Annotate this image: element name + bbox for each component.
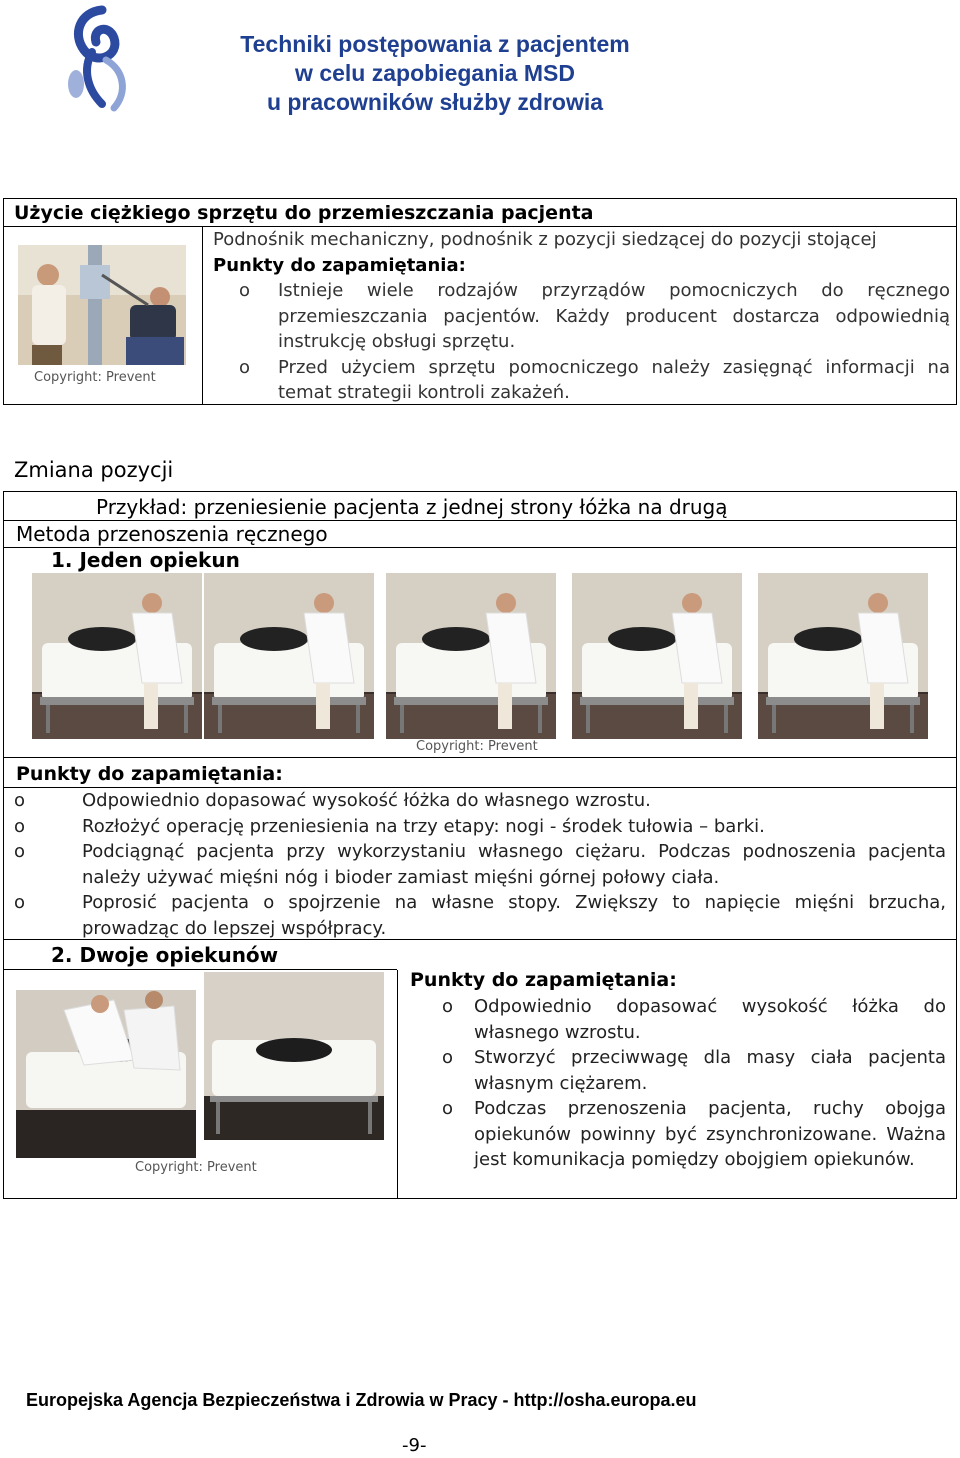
- transfer-photo-2: [204, 573, 374, 739]
- two-carers-photo-cell: [4, 970, 398, 1198]
- transfer-photo-1: [32, 573, 202, 739]
- one-carer-bullet-1-text: Odpowiednio dopasować wysokość łóżka do własnego wzrostu.: [82, 790, 651, 811]
- header-title-line-1: Techniki postępowania z pacjentem: [240, 31, 630, 57]
- one-carer-heading: 1. Jeden opiekun: [51, 548, 240, 572]
- one-carer-bullet-3-text: Podciągnąć pacjenta przy wykorzystaniu własnego ciężaru. Podczas podnoszenia pacjenta należy używać mięśni nóg i bioder zamiast mięśni górnej połowy ciała.: [82, 841, 946, 888]
- bullet-marker: o: [14, 841, 26, 862]
- one-carer-bullet-1: [4, 788, 956, 814]
- one-carer-bullet-3: [4, 839, 956, 890]
- two-carers-copyright: Copyright: Prevent: [135, 1160, 257, 1175]
- bullet-marker: o: [14, 815, 26, 837]
- two-carers-points-label: Punkty do zapamiętania:: [410, 969, 677, 991]
- bullet-marker: o: [239, 280, 251, 301]
- method-line: Metoda przenoszenia ręcznego: [4, 520, 956, 548]
- one-carer-points: [3, 757, 957, 939]
- one-carer-points-list: [4, 787, 956, 941]
- equipment-bullet-2: [203, 355, 956, 406]
- equipment-text-cell: [203, 227, 956, 406]
- page-number: -9-: [402, 1435, 427, 1456]
- two-carers-bullet-1-text: Odpowiednio dopasować wysokość łóżka do własnego wzrostu.: [474, 996, 946, 1043]
- bullet-marker: o: [442, 996, 454, 1017]
- two-carers-heading: 2. Dwoje opiekunów: [4, 940, 397, 970]
- one-carer-bullet-4: [4, 890, 956, 941]
- equipment-table: [3, 198, 957, 405]
- patient-lift-photo: [18, 245, 186, 365]
- transfer-photo-5: [758, 573, 928, 739]
- two-carers-bullet-3: [398, 1096, 956, 1173]
- one-carer-bullet-2-text: Rozłożyć operację przeniesienia na trzy etapy: nogi - środek tułowia – barki.: [82, 815, 765, 837]
- header-title-line-2: w celu zapobiegania MSD: [295, 60, 575, 86]
- equipment-photo-cell: [4, 227, 203, 404]
- equipment-bullet-1-text: Istnieje wiele rodzajów przyrządów pomocniczych do ręcznego przemieszczania pacjentów. Każdy producent dostarcza odpowiednią instrukcję obsługi sprzętu.: [278, 280, 950, 352]
- bullet-marker: o: [14, 790, 26, 811]
- transfer-photos: [4, 573, 956, 757]
- repositioning-title: Zmiana pozycji: [14, 458, 174, 482]
- transfer-photo-3: [386, 573, 556, 739]
- equipment-copyright: Copyright: Prevent: [34, 370, 156, 385]
- two-carers-bullet-2-text: Stworzyć przeciwwagę dla masy ciała pacjenta własnym ciężarem.: [474, 1047, 946, 1094]
- one-carer-bullet-4-text: Poprosić pacjenta o spojrzenie na własne stopy. Zwiększy to napięcie mięśni brzucha, prowadząc do lepszej współpracy.: [82, 892, 946, 939]
- two-carers-bullet-3-text: Podczas przenoszenia pacjenta, ruchy obojga opiekunów powinny być zsynchronizowane. Ważna jest komunikacja pomiędzy obojgiem opiekunów.: [474, 1098, 946, 1170]
- equipment-heading: Użycie ciężkiego sprzętu do przemieszczania pacjenta: [4, 199, 956, 227]
- agency-logo: [62, 4, 142, 116]
- two-carers-text-cell: [398, 940, 956, 1173]
- footer-agency: Europejska Agencja Bezpieczeństwa i Zdrowia w Pracy - http://osha.europa.eu: [26, 1390, 697, 1410]
- one-carer-bullet-2: [4, 814, 956, 840]
- two-carers-bullet-1: [398, 994, 956, 1045]
- bullet-marker: o: [14, 892, 26, 913]
- two-carers-photo-1: [16, 990, 196, 1158]
- two-carers-bullet-2: [398, 1045, 956, 1096]
- repositioning-header-box: [3, 491, 957, 573]
- header-title: [150, 30, 720, 117]
- one-carer-points-label: Punkty do zapamiętania:: [16, 763, 283, 785]
- bullet-marker: o: [442, 1098, 454, 1119]
- equipment-points-label: Punkty do zapamiętania:: [213, 254, 466, 276]
- equipment-bullet-1: [203, 278, 956, 355]
- header-title-line-3: u pracowników służby zdrowia: [266, 89, 604, 115]
- equipment-device: Podnośnik mechaniczny, podnośnik z pozycji siedzącej do pozycji stojącej: [213, 229, 877, 250]
- transfer-photo-4: [572, 573, 742, 739]
- transfer-photo-strip: [3, 573, 957, 757]
- bullet-marker: o: [442, 1047, 454, 1068]
- two-carers-photos: [4, 970, 397, 1160]
- example-line: Przykład: przeniesienie pacjenta z jednej strony łóżka na drugą: [96, 495, 728, 519]
- bullet-marker: o: [239, 356, 251, 378]
- strip-copyright: Copyright: Prevent: [416, 739, 538, 754]
- two-carers-table: [3, 939, 957, 1199]
- equipment-bullet-2-text: Przed użyciem sprzętu pomocniczego należy zasięgnąć informacji na temat strategii kontroli zakażeń.: [278, 356, 950, 403]
- two-carers-photo-2: [204, 972, 384, 1140]
